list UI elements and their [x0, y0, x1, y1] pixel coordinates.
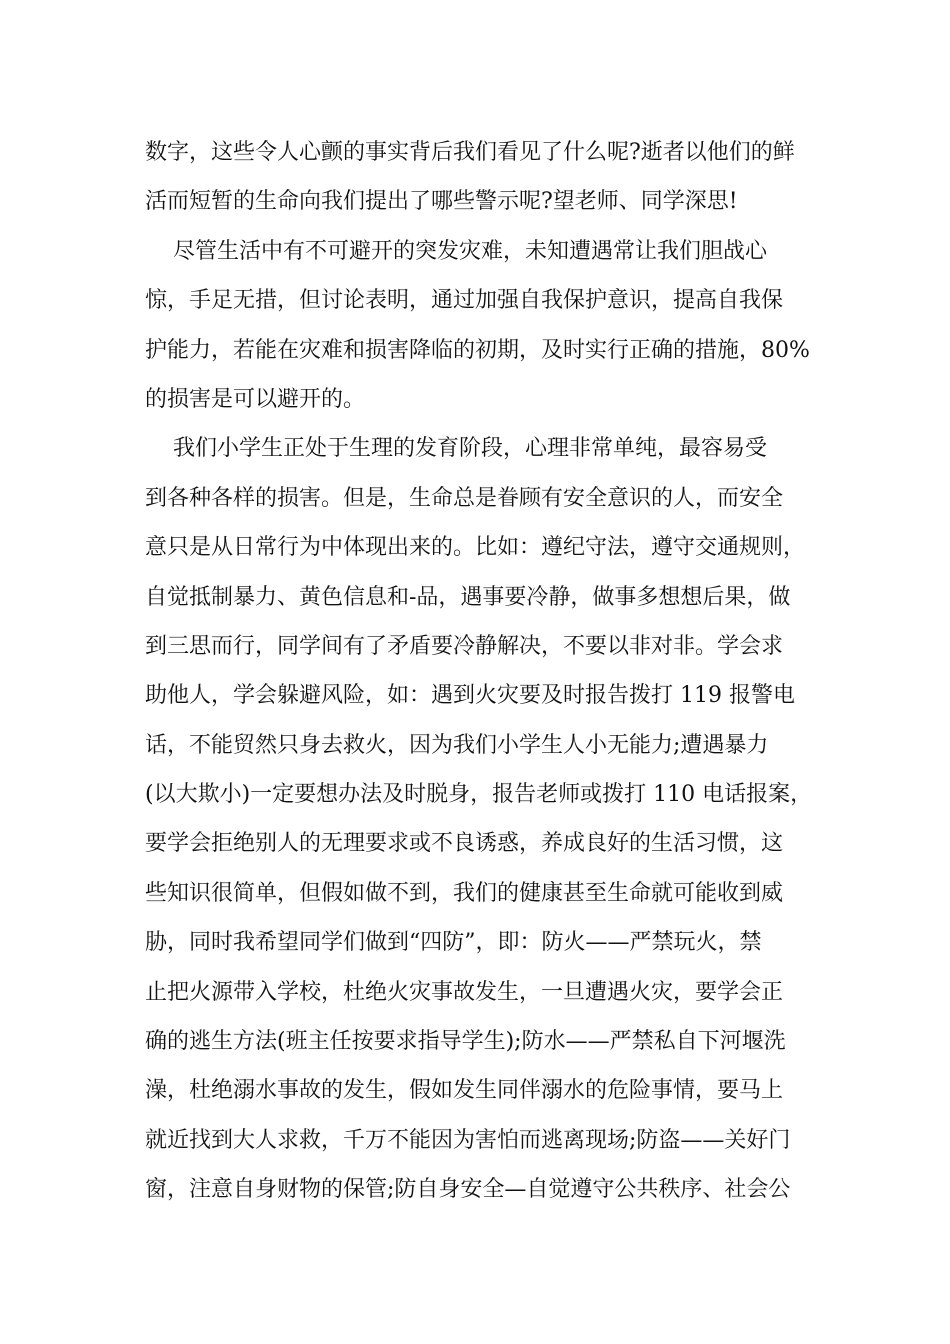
text-line: 些知识很简单，但假如做不到，我们的健康甚至生命就可能收到威: [145, 880, 784, 906]
text-line: 活而短暂的生命向我们提出了哪些警示呢?望老师、同学深思!: [145, 189, 738, 215]
text-line: (以大欺小)一定要想办法及时脱身，报告老师或拨打 110 电话报案，: [145, 782, 813, 808]
text-line: 要学会拒绝别人的无理要求或不良诱惑，养成良好的生活习惯，这: [145, 831, 784, 857]
text-line: 的损害是可以避开的。: [145, 386, 366, 412]
text-line: 就近找到大人求救，千万不能因为害怕而逃离现场;防盗——关好门: [145, 1127, 791, 1153]
text-line: 助他人，学会躲避风险，如：遇到火灾要及时报告拨打 119 报警电: [145, 683, 795, 709]
text-line: 我们小学生正处于生理的发育阶段，心理非常单纯，最容易受: [145, 436, 767, 462]
text-line: 护能力，若能在灾难和损害降临的初期，及时实行正确的措施，80%: [145, 337, 810, 363]
text-line: 意只是从日常行为中体现出来的。比如：遵纪守法，遵守交通规则，: [145, 535, 806, 561]
text-line: 数字，这些令人心颤的事实背后我们看见了什么呢?逝者以他们的鲜: [145, 140, 795, 165]
text-line: 到各种各样的损害。但是，生命总是眷顾有安全意识的人，而安全: [145, 485, 784, 511]
text-line: 惊，手足无措，但讨论表明，通过加强自我保护意识，提高自我保: [145, 288, 784, 314]
text-line: 澡，杜绝溺水事故的发生，假如发生同伴溺水的危险事情，要马上: [145, 1078, 784, 1104]
paragraph: [145, 227, 810, 425]
text-line: 胁，同时我希望同学们做到“四防”，即：防火——严禁玩火，禁: [145, 930, 762, 956]
text-line: 止把火源带入学校，杜绝火灾事故发生，一旦遭遇火灾，要学会正: [145, 979, 784, 1005]
text-line: 窗，注意自身财物的保管;防自身安全—自觉遵守公共秩序、社会公: [145, 1177, 791, 1203]
text-line: 自觉抵制暴力、黄色信息和-品，遇事要冷静，做事多想想后果，做: [145, 584, 791, 610]
text-line: 到三思而行，同学间有了矛盾要冷静解决，不要以非对非。学会求: [145, 633, 784, 659]
text-line: 话，不能贸然只身去救火，因为我们小学生人小无能力;遭遇暴力: [145, 732, 769, 758]
paragraph: [145, 128, 810, 227]
text-line: 确的逃生方法(班主任按要求指导学生);防水——严禁私自下河堰洗: [145, 1029, 786, 1055]
text-line: 尽管生活中有不可避开的突发灾难，未知遭遇常让我们胆战心: [145, 238, 767, 264]
paragraph: [145, 424, 813, 1214]
document-body: [145, 128, 813, 1215]
